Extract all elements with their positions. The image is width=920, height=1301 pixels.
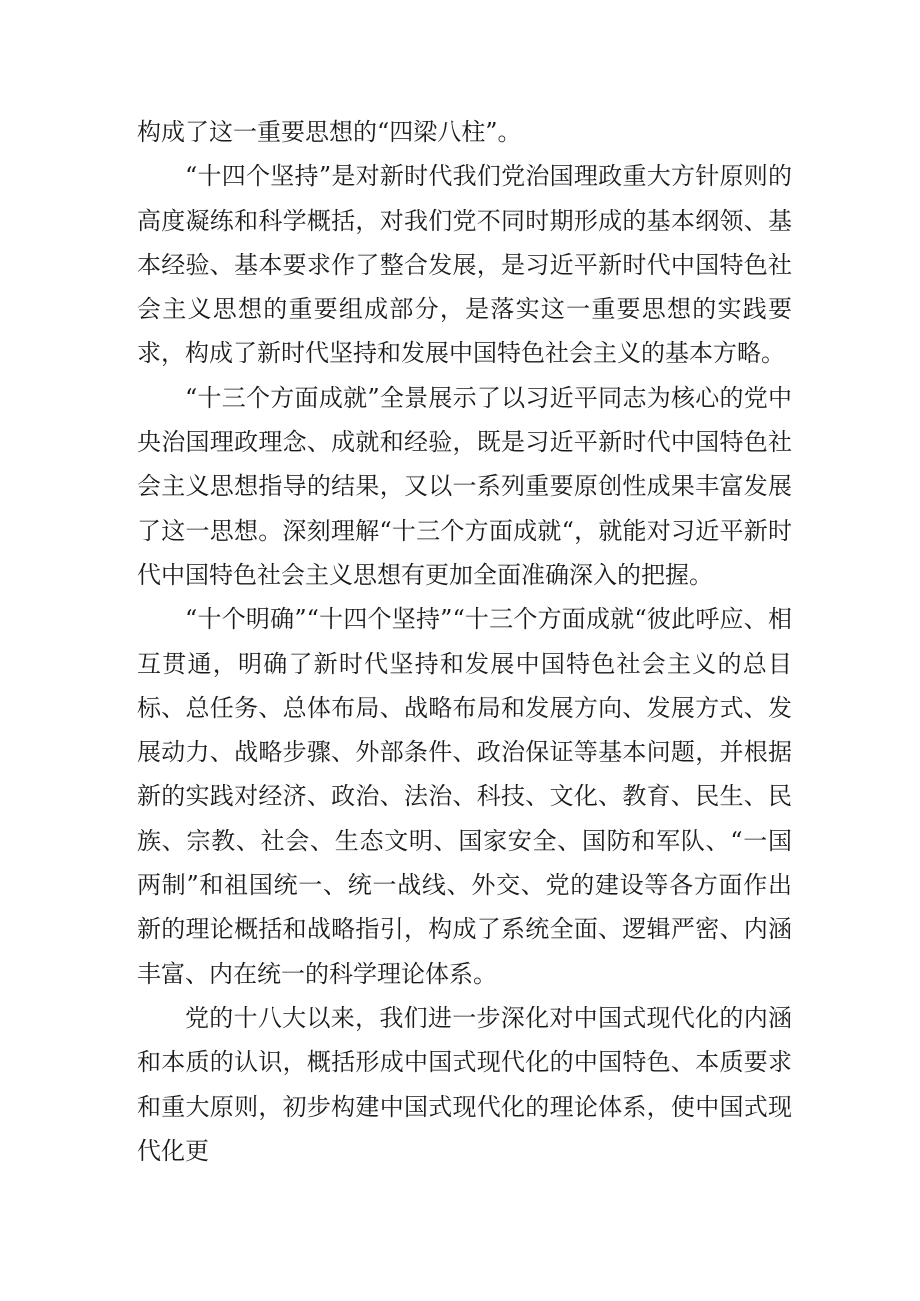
paragraph-fourteen-adherences: “十四个坚持”是对新时代我们党治国理政重大方针原则的高度凝练和科学概括，对我们党不同时期形成的基本纲领、基本经验、基本要求作了整合发展，是习近平新时代中国特色社会主义思想的重要组成部分，是落实这一重要思想的实践要求，构成了新时代坚持和发展中国特色社会主义的基本方略。: [137, 162, 792, 368]
paragraph-chinese-modernization: 党的十八大以来，我们进一步深化对中国式现代化的内涵和本质的认识，概括形成中国式现代化的中国特色、本质要求和重大原则，初步构建中国式现代化的理论体系，使中国式现代化更: [137, 1003, 792, 1165]
paragraph-theory-system: “十个明确”“十四个坚持”“十三个方面成就“彼此呼应、相互贯通，明确了新时代坚持和发展中国特色社会主义的总目标、总任务、总体布局、战略布局和发展方向、发展方式、发展动力、战略步骤、外部条件、政治保证等基本问题，并根据新的实践对经济、政治、法治、科技、文化、教育、民生、民族、宗教、社会、生态文明、国家安全、国防和军队、“一国两制”和祖国统一、统一战线、外交、党的建设等各方面作出新的理论概括和战略指引，构成了系统全面、逻辑严密、内涵丰富、内在统一的科学理论体系。: [137, 605, 792, 988]
paragraph-continuation: 构成了这一重要思想的“四梁八柱”。: [137, 118, 522, 146]
paragraph-thirteen-achievements: “十三个方面成就”全景展示了以习近平同志为核心的党中央治国理政理念、成就和经验，既是习近平新时代中国特色社会主义思想指导的结果，又以一系列重要原创性成果丰富发展了这一思想。深刻理解“十三个方面成就“，就能对习近平新时代中国特色社会主义思想有更加全面准确深入的把握。: [137, 383, 792, 589]
body-text: [137, 110, 792, 1173]
